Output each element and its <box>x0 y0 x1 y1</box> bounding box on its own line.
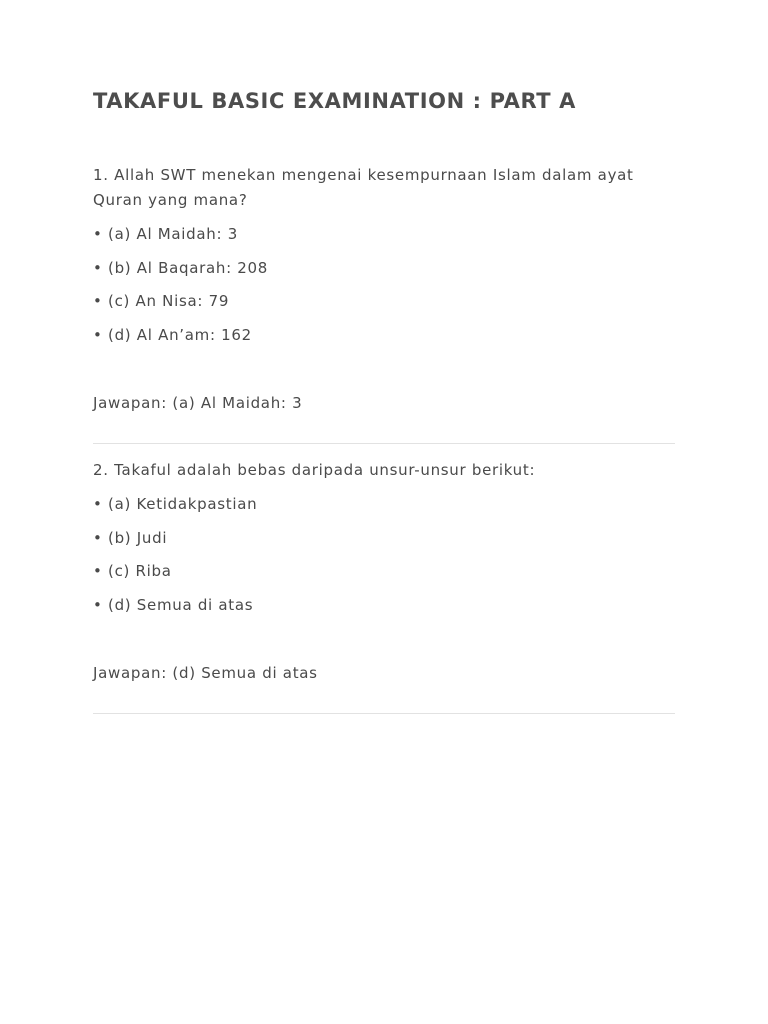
option-a: • (a) Ketidakpastian <box>93 495 258 513</box>
option-c: • (c) Riba <box>93 562 172 580</box>
section-divider <box>93 443 675 444</box>
option-d: • (d) Semua di atas <box>93 596 254 614</box>
document-title: TAKAFUL BASIC EXAMINATION : PART A <box>93 89 576 113</box>
option-d: • (d) Al An’am: 162 <box>93 326 252 344</box>
answer-text: Jawapan: (d) Semua di atas <box>93 664 318 682</box>
question-text: 2. Takaful adalah bebas daripada unsur-unsur berikut: <box>93 461 536 479</box>
option-c: • (c) An Nisa: 79 <box>93 292 230 310</box>
option-a: • (a) Al Maidah: 3 <box>93 225 238 243</box>
question-1 <box>93 163 675 213</box>
option-b: • (b) Al Baqarah: 208 <box>93 259 269 277</box>
option-b: • (b) Judi <box>93 529 168 547</box>
question-text: 1. Allah SWT menekan mengenai kesempurnaan Islam dalam ayat Quran yang mana? <box>93 166 634 209</box>
answer-text: Jawapan: (a) Al Maidah: 3 <box>93 394 303 412</box>
section-divider <box>93 713 675 714</box>
